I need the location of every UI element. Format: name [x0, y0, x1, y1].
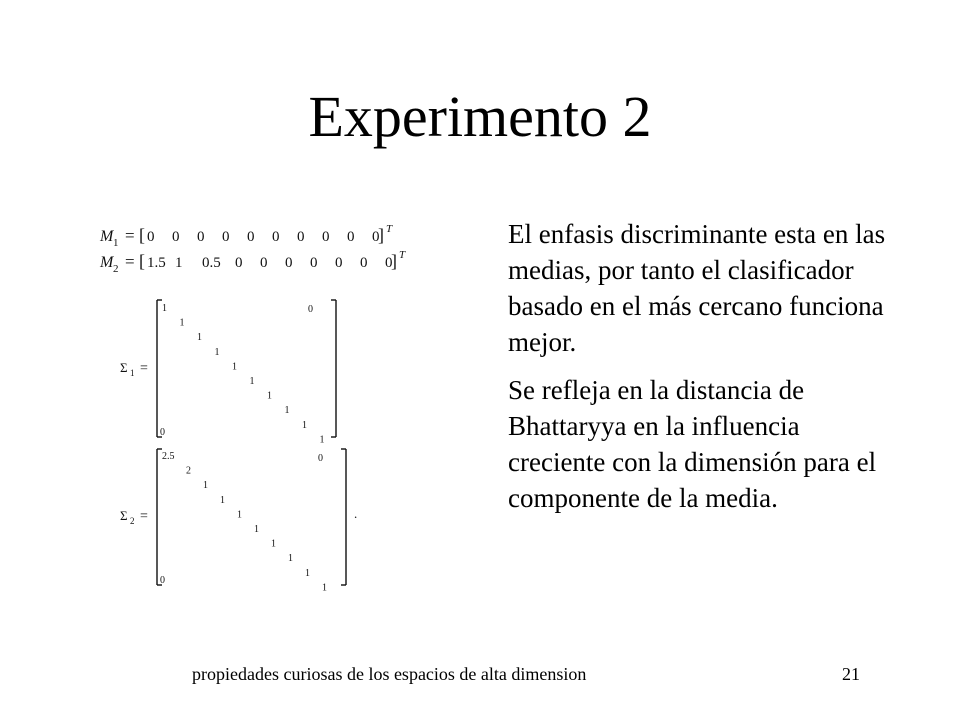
m1-vector-entry: 0: [322, 229, 330, 245]
sigma2-matrix-diagonal-entry: 1: [271, 538, 276, 550]
sigma2-matrix-diagonal-entry: 1: [237, 509, 242, 521]
sigma2-matrix-bottom-left-zero: 0: [160, 575, 165, 586]
page-number: 21: [842, 664, 860, 684]
m2-vector-entry: 0: [360, 255, 368, 271]
sigma2-matrix-equals: =: [140, 509, 148, 524]
m2-vector-entry: 1: [175, 255, 183, 271]
footer-text: propiedades curiosas de los espacios de alta dimension: [192, 664, 587, 684]
m1-vector-equals: =: [125, 226, 135, 245]
sigma1-matrix-diagonal-entry: 1: [267, 390, 272, 402]
sigma2-matrix-diagonal-entry: 1: [288, 553, 293, 565]
sigma2-matrix-diagonal-entry: 2: [186, 465, 191, 477]
m1-vector-entry: 0: [372, 229, 380, 245]
sigma1-matrix-symbol: Σ: [120, 360, 128, 375]
m2-vector-superscript: T: [399, 249, 406, 261]
sigma1-matrix-diagonal-entry: 1: [214, 346, 220, 358]
m2-vector-open-bracket: [: [139, 251, 145, 271]
m1-vector-superscript: T: [386, 223, 393, 235]
math-figure: [96, 215, 466, 595]
sigma2-matrix-diagonal-entry: 1: [220, 494, 225, 506]
m1-vector-open-bracket: [: [139, 225, 145, 245]
m2-vector-subscript: 2: [113, 263, 119, 275]
m1-vector-entry: 0: [172, 229, 180, 245]
m2-vector-equals: =: [125, 252, 135, 271]
m2-vector-entry: 0: [260, 255, 268, 271]
m2-vector-entry: 0: [335, 255, 343, 271]
sigma2-matrix-period: .: [354, 506, 358, 521]
sigma1-matrix-diagonal-entry: 1: [249, 376, 255, 387]
sigma1-matrix-equals: =: [140, 361, 148, 376]
slide-footer: [0, 664, 960, 688]
sigma2-matrix-diagonal-entry: 1: [322, 582, 327, 594]
m1-vector-entry: 0: [247, 229, 255, 245]
m1-vector-entry: 0: [147, 229, 155, 245]
m2-vector-entry: 0: [310, 255, 318, 271]
sigma2-matrix-symbol: Σ: [120, 508, 128, 523]
m1-vector-symbol: M: [100, 228, 114, 245]
m1-vector-entry: 0: [272, 229, 280, 245]
paragraph-bhattacharyya: Se refleja en la distancia de Bhattaryya en la influencia creciente con la dimensión para el componente de la media.: [508, 375, 877, 513]
m2-vector-entry: 0: [385, 255, 393, 271]
m2-vector-symbol: M: [100, 254, 114, 271]
math-equations: [96, 215, 466, 595]
m2-vector-close-bracket: ]: [391, 251, 397, 271]
m2-vector-entry: 0.5: [202, 255, 221, 271]
sigma2-matrix-subscript: 2: [130, 516, 135, 526]
sigma1-matrix-diagonal-entry: 1: [162, 303, 167, 314]
sigma1-matrix-subscript: 1: [130, 368, 135, 378]
m1-vector-close-bracket: ]: [378, 225, 384, 245]
sigma1-matrix-diagonal-entry: 1: [179, 317, 185, 329]
sigma1-matrix-diagonal-entry: 1: [232, 361, 237, 373]
m1-vector-entry: 0: [297, 229, 305, 245]
m1-vector-subscript: 1: [113, 237, 119, 249]
m2-vector-entry: 0: [285, 255, 293, 271]
sigma1-matrix-diagonal-entry: 1: [319, 434, 325, 446]
slide-title: Experimento 2: [308, 84, 652, 149]
sigma1-matrix-bottom-left-zero: 0: [160, 427, 165, 438]
sigma2-matrix-diagonal-entry: 1: [254, 524, 259, 535]
sigma1-matrix-top-right-zero: 0: [308, 304, 313, 315]
sigma2-matrix-diagonal-entry: 2.5: [162, 451, 175, 462]
m2-vector-entry: 1.5: [147, 255, 166, 271]
m2-vector-entry: 0: [235, 255, 243, 271]
m1-vector-entry: 0: [347, 229, 355, 245]
m1-vector-entry: 0: [197, 229, 205, 245]
sigma1-matrix-diagonal-entry: 1: [197, 332, 202, 344]
sigma1-matrix-diagonal-entry: 1: [302, 419, 307, 431]
paragraph-means-emphasis: El enfasis discriminante esta en las medias, por tanto el clasificador basado en el más cercano funciona mejor.: [508, 219, 886, 357]
slide-body: [508, 216, 888, 528]
sigma2-matrix-top-right-zero: 0: [318, 453, 323, 464]
sigma1-matrix-diagonal-entry: 1: [284, 405, 290, 417]
sigma2-matrix-diagonal-entry: 1: [305, 567, 310, 579]
sigma2-matrix-diagonal-entry: 1: [203, 480, 208, 492]
m1-vector-entry: 0: [222, 229, 230, 245]
